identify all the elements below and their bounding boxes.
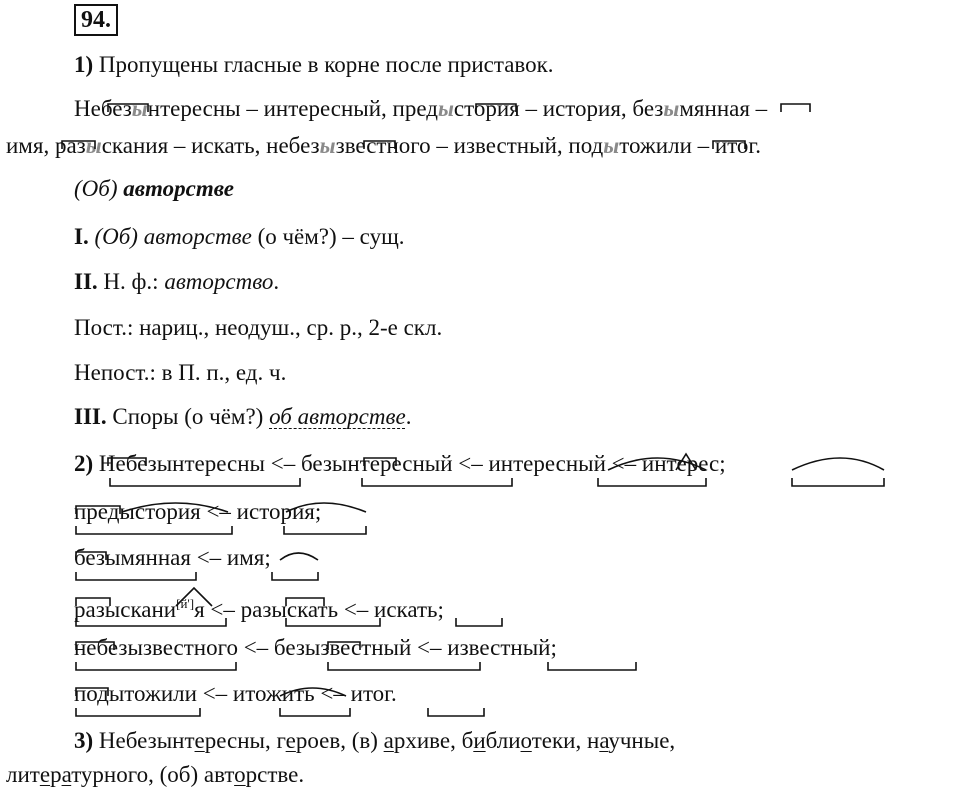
part2-line-4 (74, 589, 444, 625)
parse-iii-word: об авторстве (269, 404, 406, 429)
text-fragment: теки, н (531, 728, 600, 753)
text-fragment: стория – история, (453, 96, 633, 121)
unstressed-vowel: е (194, 728, 205, 753)
base-bracket (328, 662, 480, 670)
inserted-vowel: ы (319, 133, 336, 158)
text-fragment: бли (485, 728, 521, 753)
parse-word: авторстве (123, 176, 234, 201)
parse-i-word: авторстве (143, 224, 252, 249)
part2-chain-4a: разыскани (74, 597, 177, 622)
base-bracket (548, 662, 636, 670)
parse-i-preposition: (Об) (94, 224, 138, 249)
part3-words-1 (99, 728, 675, 753)
base-bracket (76, 572, 196, 580)
inserted-vowel: ы (131, 96, 148, 121)
text-fragment: роев, (в) (295, 728, 384, 753)
unstressed-vowel: и (473, 728, 486, 753)
part2-line-3 (74, 543, 271, 573)
part1-number: 1) (74, 52, 94, 77)
unstressed-vowel: а (383, 728, 394, 753)
text-fragment: турного, (об) авт (71, 762, 235, 787)
unstressed-vowel: а (599, 728, 609, 753)
text-fragment: Небез (74, 96, 132, 121)
parse-i-line (74, 222, 405, 252)
inserted-vowel: ы (663, 96, 680, 121)
base-bracket (76, 526, 232, 534)
part2-chain-3: безымянная <– имя; (74, 545, 271, 570)
base-bracket (792, 478, 884, 486)
root-arc (280, 553, 318, 560)
part1-heading: Пропущены гласные в корне после приставок. (98, 52, 554, 77)
text-fragment: Небезынт (98, 728, 195, 753)
part2-line-1 (74, 449, 726, 479)
parse-iii-text: Споры (о чём?) (112, 404, 264, 429)
unstressed-vowel: о (520, 728, 532, 753)
parse-ii-word: авторство (164, 269, 274, 294)
unstressed-vowel: е (285, 728, 296, 753)
unstressed-vowel: о (234, 762, 246, 787)
parse-nepost: Непост.: в П. п., ед. ч. (74, 360, 287, 385)
text-fragment: небез (266, 133, 320, 158)
inserted-vowel: ы (603, 133, 620, 158)
part2-chain-4-sound: [й'] (176, 596, 195, 611)
parse-ii-dot: . (273, 269, 280, 294)
part1-line-b (6, 131, 761, 161)
text-fragment: скания – искать, (101, 133, 267, 158)
part2-chain-6: подытожили <– итожить <– итог. (74, 681, 397, 706)
part3-number: 3) (74, 728, 94, 753)
parse-iii-line (74, 402, 411, 432)
text-fragment: пред (392, 96, 438, 121)
text-fragment: тожили – итог. (619, 133, 762, 158)
base-bracket (598, 478, 706, 486)
text-fragment: звестного – известный, (335, 133, 569, 158)
prefix-bracket (781, 104, 810, 112)
part2-line-5 (74, 633, 557, 663)
base-bracket (110, 478, 300, 486)
text-fragment: рстве. (245, 762, 305, 787)
text-fragment: ресны, г (204, 728, 286, 753)
parse-post: Пост.: нариц., неодуш., ср. р., 2-е скл. (74, 315, 443, 340)
parse-ii-text: Н. ф.: (103, 269, 159, 294)
base-bracket (76, 662, 236, 670)
parse-preposition: (Об) (74, 176, 118, 201)
parse-i-rest: (о чём?) – сущ. (257, 224, 405, 249)
text-fragment: раз (54, 133, 86, 158)
part1-line-a (74, 94, 767, 124)
text-fragment: учные, (608, 728, 676, 753)
text-fragment: имя, (6, 133, 55, 158)
text-fragment: р (50, 762, 62, 787)
base-bracket (280, 708, 350, 716)
part1-heading-line (74, 50, 554, 80)
root-arc (792, 458, 884, 470)
inserted-vowel: ы (437, 96, 454, 121)
part3-line-2 (6, 760, 304, 790)
part2-line-2 (74, 497, 321, 527)
part2-chain-2: предыстория <– история; (74, 499, 322, 524)
base-bracket (456, 618, 502, 626)
parse-ii-line (74, 267, 279, 297)
part2-chain-5: небезызвестного <– безызвестный <– известный; (74, 635, 557, 660)
base-bracket (76, 708, 200, 716)
text-fragment: без (632, 96, 664, 121)
part2-chain-4b: я <– разыскать <– искать; (194, 597, 444, 622)
part2-line-6 (74, 679, 397, 709)
base-bracket (272, 572, 318, 580)
parse-i-label: I. (74, 224, 89, 249)
parse-word-line (74, 174, 234, 204)
exercise-number-line (74, 4, 118, 36)
base-bracket (428, 708, 484, 716)
part2-number: 2) (74, 451, 94, 476)
text-fragment: под (568, 133, 604, 158)
parse-iii-dot: . (405, 404, 412, 429)
unstressed-vowel: а (61, 762, 72, 787)
parse-ii-label: II. (74, 269, 98, 294)
unstressed-vowel: е (39, 762, 51, 787)
exercise-number: 94. (74, 4, 118, 36)
parse-nepost-line (74, 358, 286, 388)
text-fragment: мянная – (679, 96, 768, 121)
parse-post-line (74, 313, 442, 343)
inserted-vowel: ы (85, 133, 102, 158)
text-fragment: лит (6, 762, 40, 787)
parse-iii-label: III. (74, 404, 107, 429)
part2-chain-1: Небезынтересны <– безынтересный <– интересный <– интерес; (98, 451, 726, 476)
base-bracket (284, 526, 366, 534)
part3-line-1 (74, 726, 675, 756)
text-fragment: нтересны – интересный, (147, 96, 393, 121)
text-fragment: рхиве, б (393, 728, 474, 753)
base-bracket (362, 478, 512, 486)
